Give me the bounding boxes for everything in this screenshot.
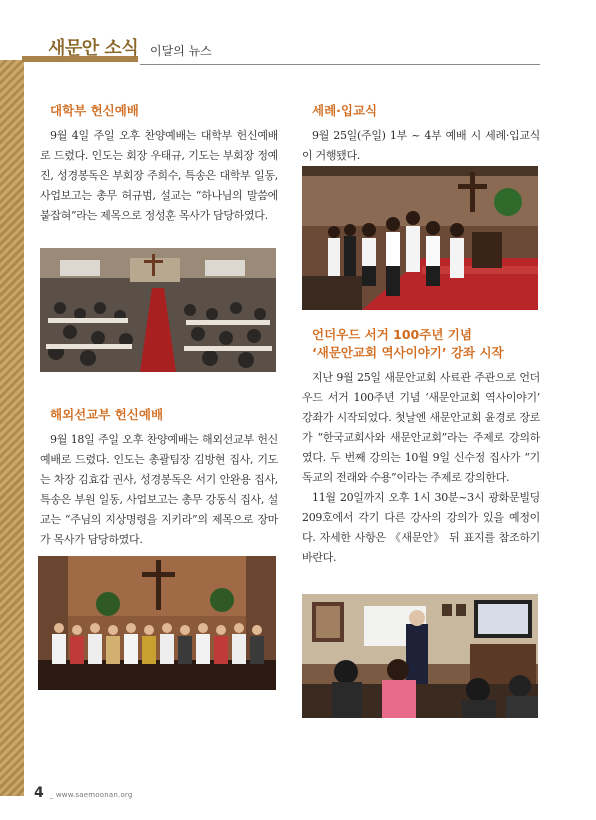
article-title — [312, 326, 540, 362]
header-rule — [140, 64, 540, 65]
page-footer — [34, 782, 133, 801]
article-paragraph: 9월 18일 주일 오후 찬양예배는 해외선교부 헌신예배로 드렸다. 인도는 총괄팀장 김방현 집사, 기도는 차장 김효갑 권사, 성경봉독은 서기 안완용 집사, 특송은 부원 일동, 사업보고는 총무 강동식 집사, 설교는 “주님의 지상명령을 지키라”의 제목으로 장마가 목사가 담당하였다. — [40, 433, 278, 546]
article-paragraph: 9월 4일 주일 오후 찬양예배는 대학부 헌신예배로 드렸다. 인도는 회장 우태규, 기도는 부회장 정예진, 성경봉독은 부회장 주희수, 특송은 대학부 일동, 사업보고는 총무 허규범, 설교는 “하나님의 말씀에 붙잡혀”라는 제목으로 정성훈 목사가 담당하였다. — [40, 129, 278, 222]
article-title: 해외선교부 헌신예배 — [50, 407, 164, 422]
photo-baptism-ceremony — [302, 166, 538, 310]
article-underwood-lecture — [302, 326, 540, 568]
article-paragraph: 9월 25일(주일) 1부 ~ 4부 예배 시 세례·입교식이 거행됐다. — [302, 129, 540, 162]
article-body — [40, 126, 278, 226]
article-title-line: 언더우드 서거 100주년 기념 — [312, 327, 472, 342]
article-title-line: ‘새문안교회 역사이야기’ 강좌 시작 — [312, 345, 504, 360]
photo-history-lecture — [302, 594, 538, 718]
article-baptism-confirmation — [302, 102, 540, 166]
article-body — [302, 368, 540, 568]
article-body — [40, 430, 278, 550]
photo-college-worship — [40, 248, 276, 372]
website-url: _ www.saemoonan.org — [49, 791, 133, 799]
article-body — [302, 126, 540, 166]
article-overseas-mission-worship — [40, 406, 278, 550]
photo-overseas-mission-choir — [38, 556, 276, 690]
section-subtitle: 이달의 뉴스 — [150, 44, 212, 58]
section-title: 새문안 소식 — [48, 38, 139, 59]
decorative-side-stripe — [0, 60, 24, 796]
article-college-worship — [40, 102, 278, 226]
article-paragraph: 11월 20일까지 오후 1시 30분~3시 광화문빌딩 209호에서 각기 다른 강사의 강의가 있을 예정이다. 자세한 사항은 《새문안》 뒤 표지를 참조하기 바란다. — [302, 491, 540, 564]
article-paragraph: 지난 9월 25일 새문안교회 사료관 주관으로 언더우드 서거 100주년 기념 ‘새문안교회 역사이야기’ 강좌가 시작되었다. 첫날엔 새문안교회 윤경로 장로가 “한국교회사와 새문안교회”라는 주제로 강의하였다. 두 번째 강의는 10월 9일 신수정 집사가 “기독교의 전래와 수용”이라는 주제로 강의한다. — [302, 371, 540, 484]
article-title: 대학부 헌신예배 — [50, 103, 139, 118]
page-number: 4 — [34, 785, 44, 801]
article-title: 세례·입교식 — [312, 103, 378, 118]
